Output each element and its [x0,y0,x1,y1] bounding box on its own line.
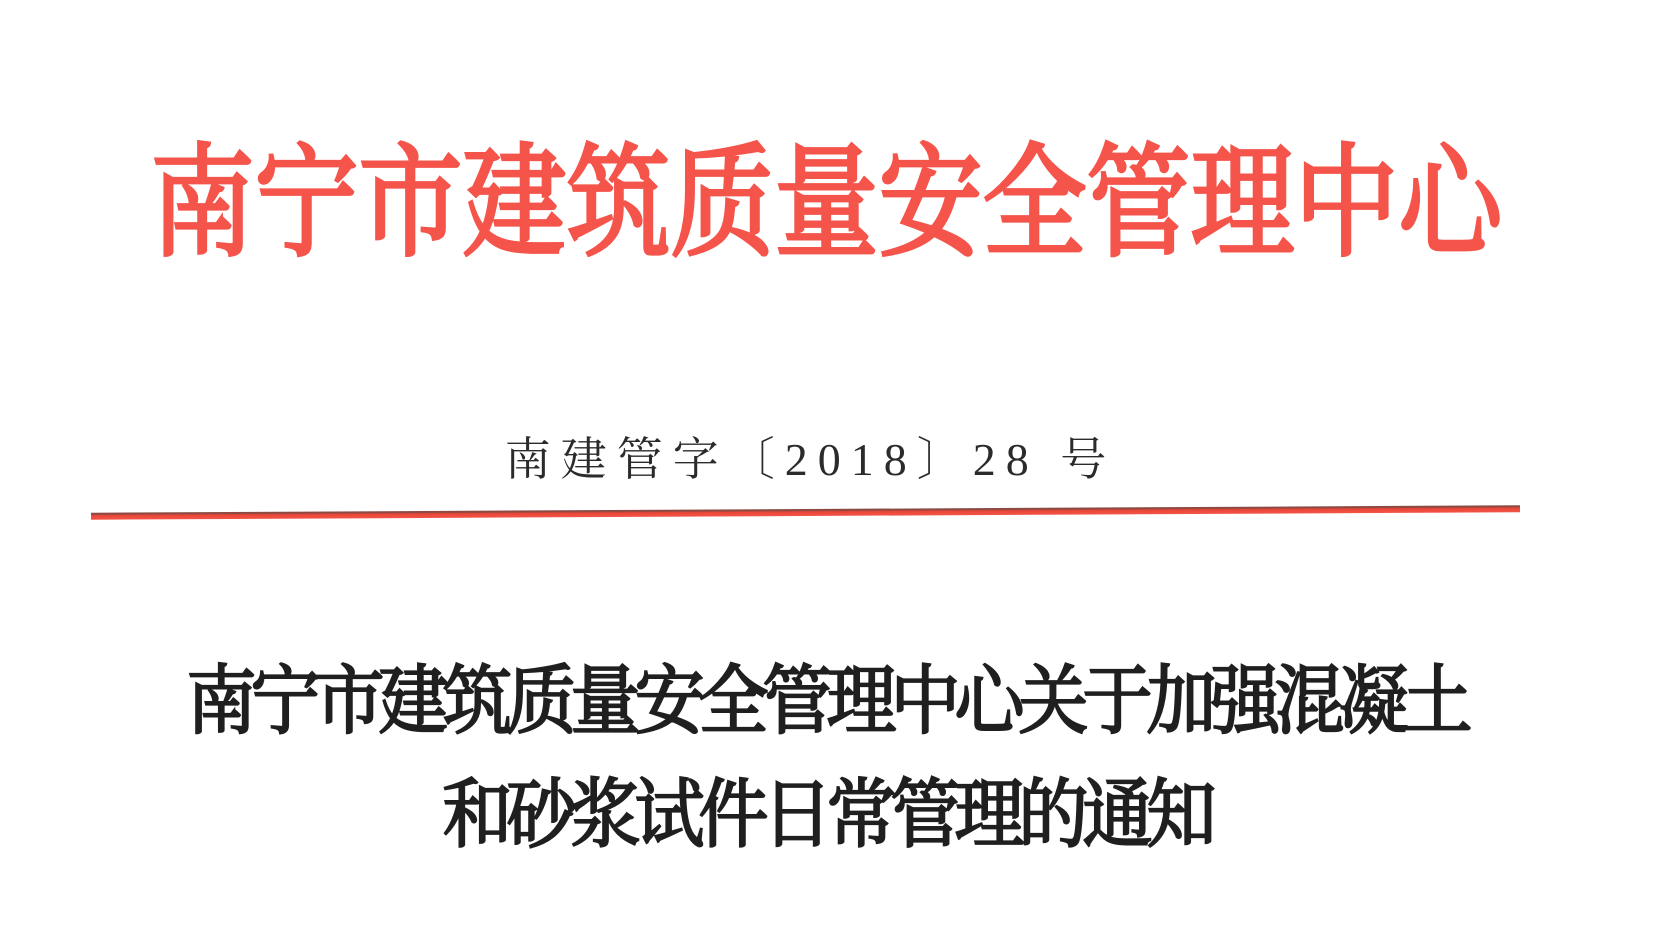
doc-number: 南建管字〔2018〕28 号 [504,434,1117,485]
doc-title-line-1: 南宁市建筑质量安全管理中心关于加强混凝土 [186,661,1467,745]
doc-title [0,646,1653,873]
doc-title-line-2: 和砂浆试件日常管理的通知 [442,774,1211,858]
org-title: 南宁市建筑质量安全管理中心 [150,137,1503,273]
red-divider-line [91,505,1520,519]
